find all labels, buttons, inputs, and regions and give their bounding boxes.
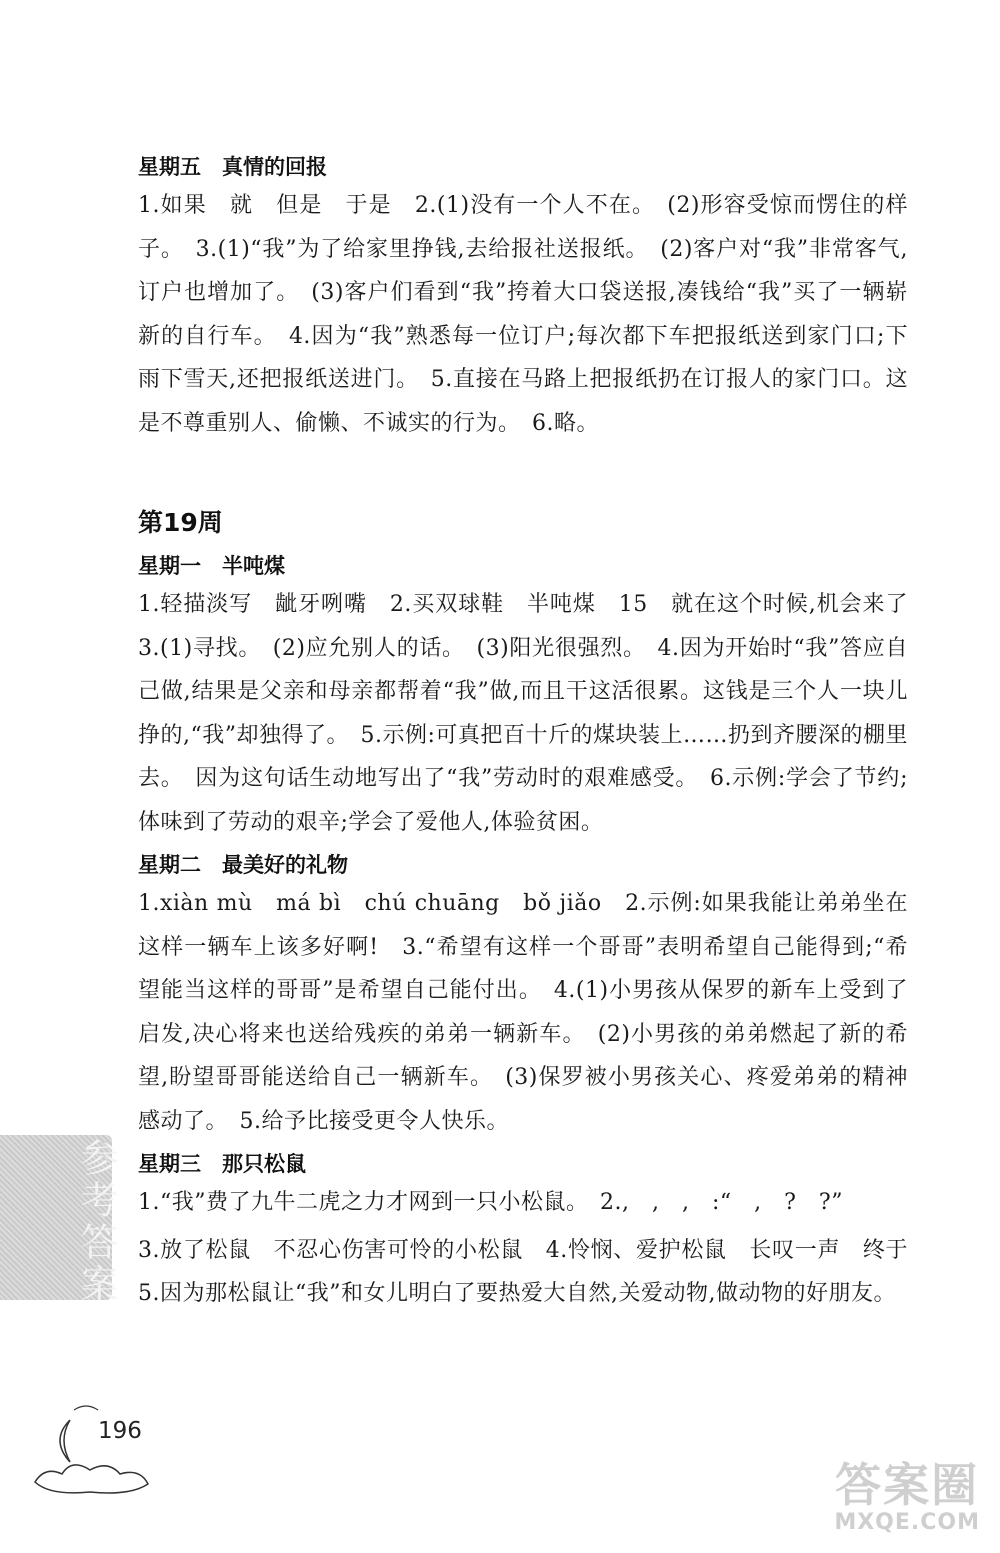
page-number: 196	[98, 1418, 142, 1444]
section-monday	[138, 549, 931, 844]
answer-paragraph: 1.“我”费了九牛二虎之力才网到一只小松鼠。 2., , , :“ , ? ?”	[138, 1190, 843, 1215]
week-title: 第19周	[138, 508, 223, 537]
section-wednesday	[138, 1147, 931, 1316]
section-title: 星期二 最美好的礼物	[138, 853, 348, 877]
section-title: 星期五 真情的回报	[138, 155, 327, 179]
watermark	[834, 1460, 980, 1535]
answer-paragraph: 3.放了松鼠 不忍心伤害可怜的小松鼠 4.怜悯、爱护松鼠 长叹一声 终于 5.因为那松鼠让“我”和女儿明白了要热爱大自然,关爱动物,做动物的好朋友。	[138, 1237, 931, 1306]
watermark-logo: 答案圈	[835, 1458, 980, 1512]
answer-paragraph: 1.轻描淡写 龇牙咧嘴 2.买双球鞋 半吨煤 15 就在这个时候,机会来了 3.(1)寻找。 (2)应允别人的话。 (3)阳光很强烈。 4.因为开始时“我”答应自己做,结果是父亲和母亲都帮着“我”做,而且干这活很累。这钱是三个人一块儿挣的,“我”却独得了。 5.示例:可真把百十斤的煤块装上……扔到齐腰深的棚里去。 因为这句话生动地写出了“我”劳动时的艰难感受。 6.示例:学会了节约;体味到了劳动的艰辛;学会了爱他人,体验贫困。	[138, 592, 931, 835]
moon-cloud-icon	[30, 1400, 160, 1500]
answer-paragraph: 1.xiàn mù má bì chú chuāng bǒ jiǎo 2.示例:如果我能让弟弟坐在这样一辆车上该多好啊! 3.“希望有这样一个哥哥”表明希望自己能得到;“希望能当这样的哥哥”是希望自己能付出。 4.(1)小男孩从保罗的新车上受到了启发,决心将来也送给残疾的弟弟一辆新车。 (2)小男孩的弟弟燃起了新的希望,盼望哥哥能送给自己一辆新车。 (3)保罗被小男孩关心、疼爱弟弟的精神感动了。 5.给予比接受更令人快乐。	[138, 891, 908, 1134]
section-title: 星期三 那只松鼠	[138, 1152, 306, 1176]
answer-paragraph: 1.如果 就 但是 于是 2.(1)没有一个人不在。 (2)形容受惊而愣住的样子。 3.(1)“我”为了给家里挣钱,去给报社送报纸。 (2)客户对“我”非常客气,订户也增加了。 (3)客户们看到“我”挎着大口袋送报,凑钱给“我”买了一辆崭新的自行车。 4.因为“我”熟悉每一位订户;每次都下车把报纸送到家门口;下雨下雪天,还把报纸送进门。 5.直接在马路上把报纸扔在订报人的家门口。这是不尊重别人、偷懒、不诚实的行为。 6.略。	[138, 193, 908, 436]
page-content	[138, 150, 931, 1320]
section-title: 星期一 半吨煤	[138, 554, 285, 578]
section-tuesday	[138, 848, 908, 1143]
section-friday	[138, 150, 908, 445]
sidebar-label: 参考答案	[74, 1138, 118, 1306]
watermark-url: MXQE.COM	[834, 1510, 980, 1535]
